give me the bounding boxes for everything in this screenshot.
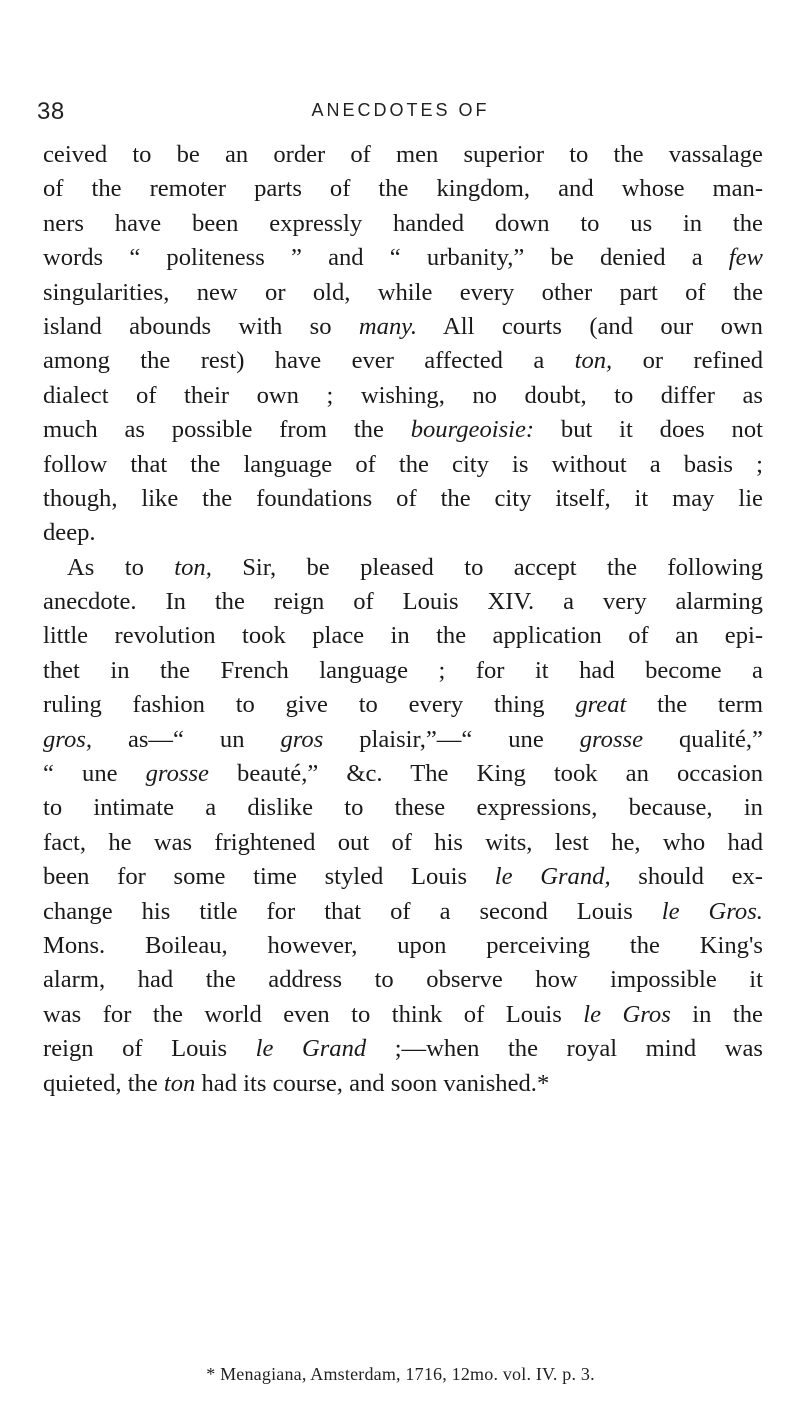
page-number: 38 — [37, 98, 65, 125]
text-line: anecdote. In the reign of Louis XIV. a very alarming — [43, 588, 763, 616]
text-line: Mons. Boileau, however, upon perceiving the King's — [43, 931, 763, 959]
text-line: change his title for that of a second Louis le Gros. — [43, 897, 763, 925]
text-line: ceived to be an order of men superior to the vassalage — [43, 141, 763, 168]
text-line: to intimate a dislike to these expressions, because, in — [43, 794, 763, 822]
text-line: island abounds with so many. All courts (and our own — [43, 312, 763, 340]
text-line: ners have been expressly handed down to us in the — [43, 209, 763, 237]
text-line: gros, as—“ un gros plaisir,”—“ une grosse qualité,” — [43, 725, 763, 753]
text-line: was for the world even to think of Louis le Gros in the — [43, 1000, 763, 1028]
text-line: ruling fashion to give to every thing great the term — [43, 691, 763, 719]
text-line: “ une grosse beauté,” &c. The King took an occasion — [43, 760, 764, 788]
text-line: singularities, new or old, while every other part of the — [43, 278, 763, 306]
text-line: words “ politeness ” and “ urbanity,” be denied a few — [43, 244, 763, 272]
text-line: follow that the language of the city is without a basis ; — [43, 450, 763, 478]
text-line: quieted, the ton had its course, and soon vanished.* — [43, 1069, 550, 1097]
text-line: of the remoter parts of the kingdom, and whose man- — [43, 175, 764, 203]
text-line: As to ton, Sir, be pleased to accept the following — [67, 553, 764, 581]
text-line: though, like the foundations of the city itself, it may lie — [43, 484, 763, 512]
footnote: * Menagiana, Amsterdam, 1716, 12mo. vol. IV. p. 3. — [206, 1364, 595, 1384]
text-line: much as possible from the bourgeoisie: but it does not — [43, 416, 763, 444]
text-line: dialect of their own ; wishing, no doubt, to differ as — [43, 381, 763, 409]
body-text — [43, 138, 763, 1101]
text-line: been for some time styled Louis le Grand, should ex- — [43, 863, 763, 891]
text-line: little revolution took place in the application of an epi- — [43, 622, 764, 650]
text-line: among the rest) have ever affected a ton, or refined — [43, 347, 764, 375]
running-head: ANECDOTES OF — [311, 100, 490, 120]
text-line: thet in the French language ; for it had become a — [43, 656, 763, 684]
text-line: deep. — [43, 519, 96, 547]
text-line: fact, he was frightened out of his wits, lest he, who had — [43, 828, 764, 856]
text-line: reign of Louis le Grand ;—when the royal mind was — [43, 1035, 763, 1063]
text-line: alarm, had the address to observe how impossible it — [43, 966, 763, 994]
